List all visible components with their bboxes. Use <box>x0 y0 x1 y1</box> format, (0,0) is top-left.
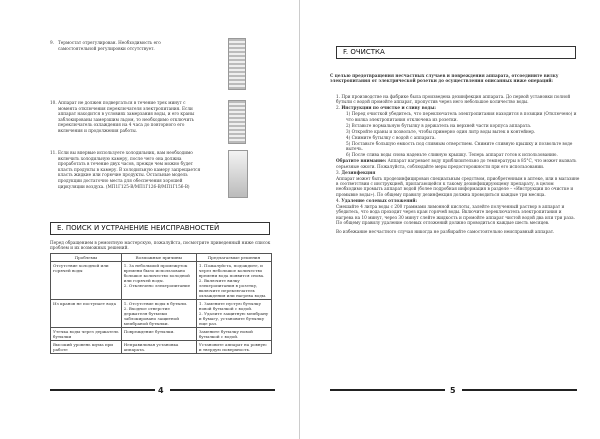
column-header: Предлагаемые решения <box>196 254 271 262</box>
table-row <box>51 262 272 300</box>
footer-rule <box>330 389 445 391</box>
step-3-text: Аппарат может быть продезинфицирован специальным средством, приобретенным в аптеке, или в магазине в соответствии с инструкцией, прилагающейся к такому дезинфицирующему препарату, в целом необходимо промыть аппарат водой (более подробная информация в разделе – «Инструкции по очистке и промывке воды»). По общему правилу дезинфекция должна проводиться каждые три месяца. <box>336 175 580 197</box>
table-header-row <box>51 254 272 262</box>
column-header: Проблемы <box>51 254 122 262</box>
column-header: Возможные причины <box>121 254 196 262</box>
water-dispenser-illustration <box>228 38 246 90</box>
instruction-item-11 <box>50 150 203 189</box>
table-row <box>51 341 272 354</box>
step-title: Инструкции по очистке и сливу воды: <box>341 105 436 111</box>
caution-note <box>336 158 580 169</box>
step-number: 4. <box>336 197 340 203</box>
step-number: 1. <box>336 94 340 99</box>
step-3 <box>336 170 580 175</box>
refrigerator-cabinet-illustration <box>228 150 248 198</box>
substep: 2) Вставьте нормальную бутылку в держатель на верхней части корпуса аппарата. <box>346 122 532 128</box>
substep: 3) Откройте краны и позвольте, чтобы примерно один литр воды вытек в контейнер. <box>346 128 536 134</box>
table-cell: 1. Замените пустую бутылку новой бутылкой с водой. 2. Удалите защитную мембрану и бумагу, установите бутылку еще раз. <box>196 300 271 328</box>
table-cell: Утечка воды через держатель бутылки <box>51 328 122 341</box>
substep-list <box>336 111 580 157</box>
table-cell: 1. Отсутствие воды в бутыли. 2. Входное отверстие держателя бутылки заблокировано защитной мембраной бутылки. <box>121 300 196 328</box>
instruction-item-10 <box>50 100 198 134</box>
footer-rule <box>50 389 155 391</box>
water-dispenser-illustration <box>228 100 246 144</box>
step-title: Удаление солевых отложений: <box>341 197 418 203</box>
note-label: Обратите внимание: <box>336 158 387 164</box>
footer-rule <box>170 389 275 391</box>
substep: 4) Снимите бутылку с водой с аппарата. <box>346 134 436 140</box>
step-1 <box>336 94 580 105</box>
page-number: 4 <box>158 386 164 395</box>
closing-warning: Во избежание несчастного случая никогда не разбирайте самостоятельно неисправный аппарат. <box>336 229 555 235</box>
section-heading-cleaning: F. ОЧИСТКА <box>336 46 576 59</box>
item-text: Аппарат не должен подвергаться в течение трех минут с момента отключения переключателя электропитания. Если аппарат находится в условиях замерзания воды, и его краны заблокированы замерзшим льдом, то необходимо отключить переключатель охлаждения на 4 часа до повторного его включения и продолжения работы. <box>58 100 195 133</box>
substep: 5) Поставьте большую емкость под сливным отверстием. Снимите сливную крышку и позвольте воде вытечь. <box>346 140 573 152</box>
step-4-text: Смешайте 4 литра воды с 200 граммами лимонной кислоты, залейте полученный раствор в аппарат и убедитесь, что вода проходит через кран горячей воды. Включите переключатель электропитания и нагрева на 10 минут, через 30 минут слейте жидкость и промойте аппарат чистой водой два или три раза. По общему правилу удаление солевых отложений должно проводиться каждые шесть месяцев. <box>336 203 575 226</box>
step-number: 3. <box>336 169 340 175</box>
table-row <box>51 300 272 328</box>
right-page <box>300 0 600 439</box>
step-2 <box>336 105 580 110</box>
table-cell: Замените бутылку новой бутылкой с водой. <box>196 328 271 341</box>
item-text: Если вы впервые используете холодильник, вам необходимо включить холодильную камеру, после чего она должна проработать в течение двух часов, прежде чем можно будет класть продукты в камеру. В холодильную камеру запрещается класть жидкие или горючие продукты. Остальные модель продукции достаточно места для обеспечения хорошей циркуляции воздуха. (МП1Г125-В/МП1Г126-В/МП1Г156-В) <box>58 150 201 189</box>
table-cell: 1. Пожалуйста, подождите, и через небольшое количество времени вода появится снова. 2. Включите вилку электропитания в розетку, включите переключатель охлаждения или нагрева воды. <box>196 262 271 300</box>
section-heading-troubleshooting: Е. ПОИСК И УСТРАНЕНИЕ НЕИСПРАВНОСТЕЙ <box>50 222 270 235</box>
table-cell: Высокий уровень шума при работе <box>51 341 122 354</box>
footer-rule <box>462 389 577 391</box>
table-row <box>51 328 272 341</box>
note-text: Аппарат нагревает воду приблизительно до температуры в 85°С, что может вызвать серьезные ожоги. Пожалуйста, соблюдайте меры предосторожности при его использовании. <box>336 158 577 169</box>
table-cell: 1. За небольшой промежуток времени было использовано большое количество холодной или горячей воды. 2. Отключено электропитание <box>121 262 196 300</box>
page-number: 5 <box>450 386 456 395</box>
table-cell: Установите аппарат на ровную и твердую поверхность. <box>196 341 271 354</box>
table-cell: Из кранов не поступает вода <box>51 300 122 328</box>
troubleshooting-table <box>50 253 272 354</box>
step-text: При производстве на фабрике была произведена дезинфекция аппарата. До первой установки полной бутыли с водой промойте аппарат, пропустив через него небольшое количество воды. <box>336 94 571 105</box>
substep: 1) Перед очисткой убедитесь, что переключатель электропитания находится в позиции (Отключено) и что вилка электропитания отключена из розетки. <box>346 111 577 122</box>
step-4 <box>336 198 580 203</box>
step-title: Дезинфекция <box>341 169 376 175</box>
cleaning-steps <box>336 94 580 235</box>
table-cell: Неправильная установка аппарата. <box>121 341 196 354</box>
item-number: 11. <box>50 150 57 155</box>
table-cell: Повреждение бутылки. <box>121 328 196 341</box>
item-number: 9. <box>50 40 54 45</box>
troubleshooting-intro: Перед обращением в ремонтную мастерскую, пожалуйста, посмотрите приведенный ниже список проблем и их возможных решений. <box>50 240 271 251</box>
item-text: Термостат отрегулирован. Необходимость его самостоятельной регулировки отсутствует. <box>58 40 161 51</box>
substep: 6) После слива воды снова наденьте сливную крышку. Теперь аппарат готов к использованию. <box>346 152 558 158</box>
table-cell: Отсутствие холодной или горячей воды <box>51 262 122 300</box>
instruction-item-9 <box>50 40 198 51</box>
cleaning-warning: С целью предотвращения несчастных случаев и повреждения аппарата, отсоедините вилку электропитания от электрической розетки до осуществления описанных ниже операций: <box>330 73 559 84</box>
item-number: 10. <box>50 100 57 105</box>
step-number: 2. <box>336 105 340 111</box>
